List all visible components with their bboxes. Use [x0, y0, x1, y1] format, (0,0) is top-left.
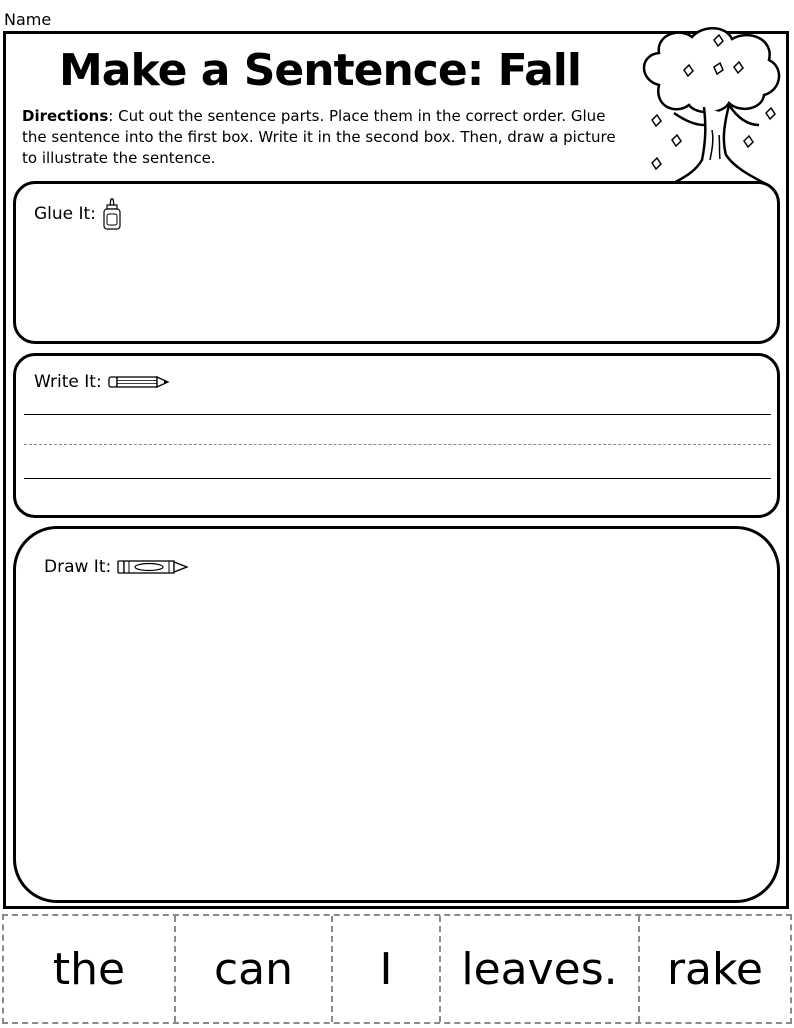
- cut-word-card[interactable]: leaves.: [441, 916, 640, 1022]
- directions-label: Directions: [22, 107, 109, 125]
- write-it-label: Write It:: [34, 372, 102, 392]
- glue-bottle-icon: [102, 198, 122, 230]
- crayon-icon: [117, 558, 189, 576]
- cut-out-strip: [2, 914, 792, 1024]
- name-label: Name: [4, 10, 52, 29]
- write-it-box: [13, 353, 780, 518]
- draw-it-label-wrap: [44, 557, 189, 577]
- glue-it-box: [13, 181, 780, 344]
- fall-tree-icon: [634, 25, 784, 185]
- writing-line-top: [24, 414, 771, 415]
- cut-word-card[interactable]: I: [333, 916, 441, 1022]
- write-it-label-wrap: [34, 372, 172, 392]
- page-title: Make a Sentence: Fall: [59, 45, 581, 96]
- draw-it-label: Draw It:: [44, 557, 112, 577]
- glue-it-label: Glue It:: [34, 204, 96, 224]
- directions-text: : Cut out the sentence parts. Place them in the correct order. Glue the sentence into the first box. Write it in the second box. Then, draw a picture to illustrate the sentence.: [22, 107, 616, 167]
- writing-line-bottom: [24, 478, 771, 479]
- glue-it-label-wrap: [34, 198, 122, 230]
- directions: [22, 106, 622, 169]
- cut-word-card[interactable]: the: [4, 916, 176, 1022]
- draw-it-box: [13, 526, 780, 903]
- pencil-icon: [108, 374, 172, 390]
- cut-word-card[interactable]: can: [176, 916, 333, 1022]
- writing-line-mid: [24, 444, 771, 445]
- cut-word-card[interactable]: rake: [666, 943, 764, 995]
